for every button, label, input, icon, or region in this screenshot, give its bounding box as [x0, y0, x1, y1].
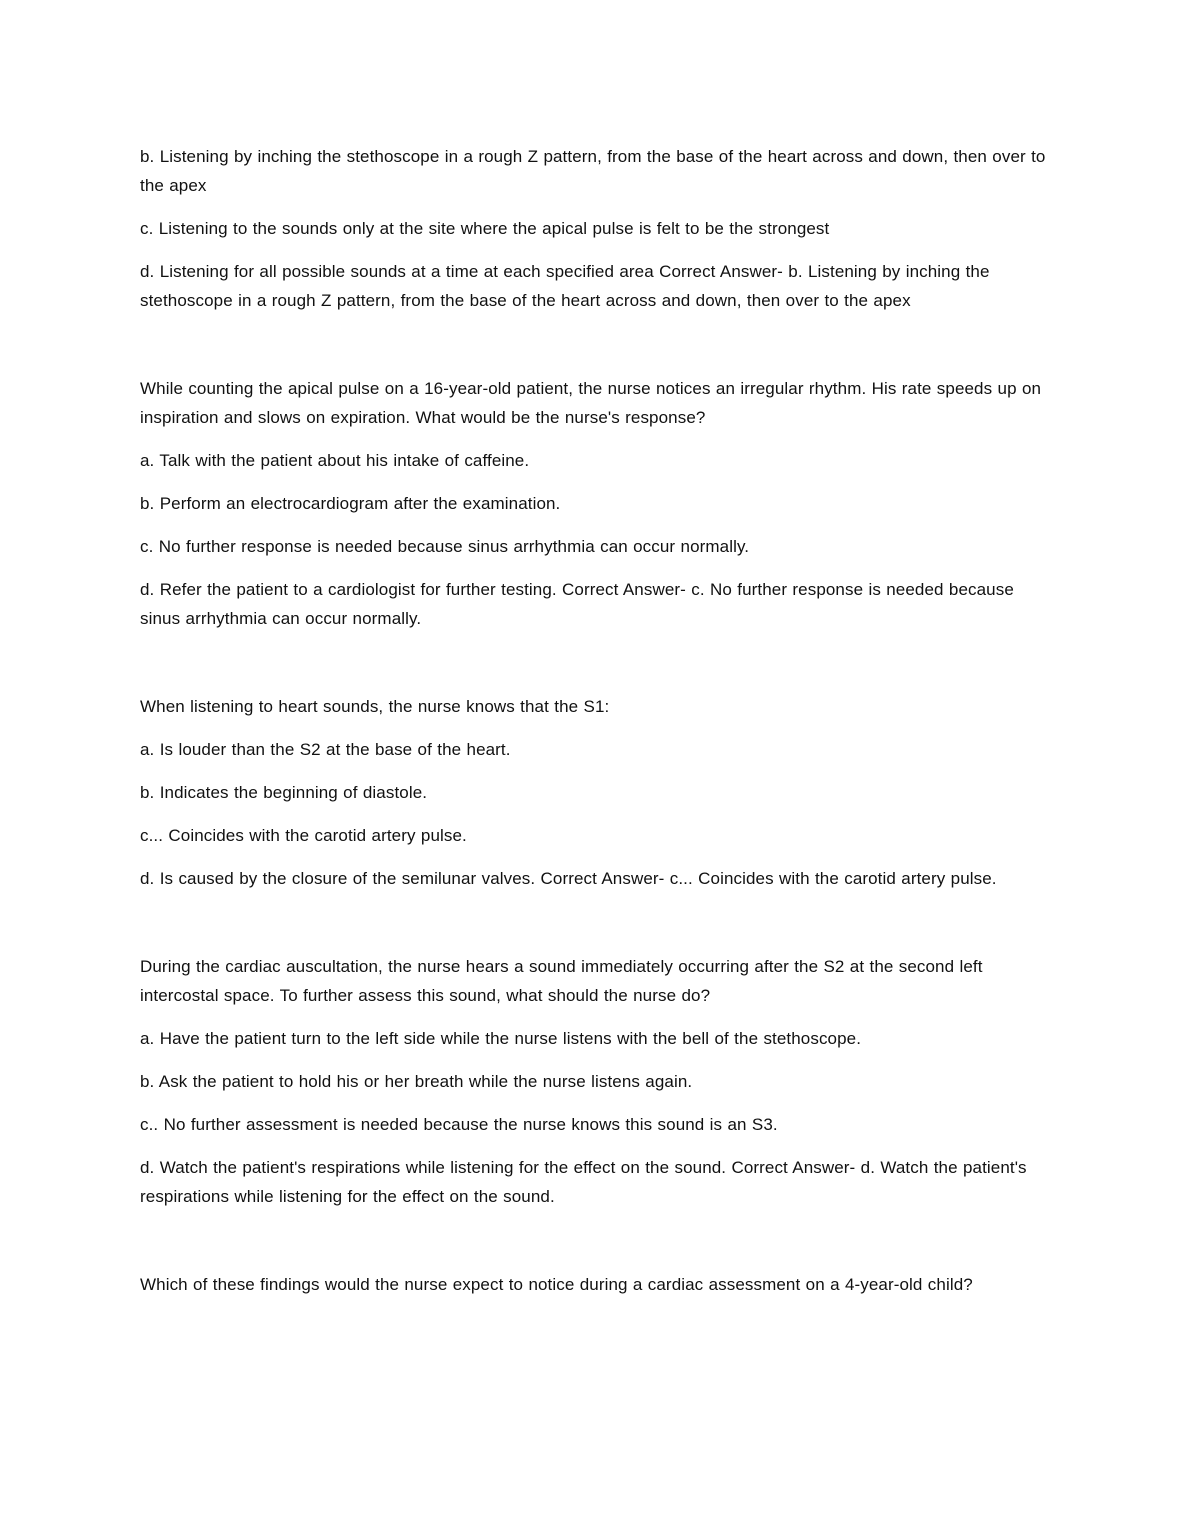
- question-heart-sounds-s1: When listening to heart sounds, the nurse knows that the S1:: [140, 697, 610, 716]
- answer-option-d-correct-answer: d. Is caused by the closure of the semilunar valves. Correct Answer- c... Coincides with the carotid artery pulse.: [140, 869, 997, 888]
- answer-option-b: b. Listening by inching the stethoscope in a rough Z pattern, from the base of the heart across and down, then over to the apex: [140, 147, 1046, 195]
- answer-option-d-correct-answer: d. Refer the patient to a cardiologist for further testing. Correct Answer- c. No further response is needed because sinus arrhythmia can occur normally.: [140, 580, 1014, 628]
- question-cardiac-auscultation: During the cardiac auscultation, the nurse hears a sound immediately occurring after the S2 at the second left intercostal space. To further assess this sound, what should the nurse do?: [140, 957, 983, 1005]
- answer-option-a: a. Talk with the patient about his intake of caffeine.: [140, 451, 530, 470]
- answer-option-c: c... Coincides with the carotid artery pulse.: [140, 826, 467, 845]
- answer-option-c: c.. No further assessment is needed because the nurse knows this sound is an S3.: [140, 1115, 778, 1134]
- answer-option-d-correct-answer: d. Watch the patient's respirations while listening for the effect on the sound. Correct Answer- d. Watch the patient's respirations while listening for the effect on the sound.: [140, 1158, 1027, 1206]
- document-body: [140, 142, 1048, 1299]
- answer-option-a: a. Have the patient turn to the left side while the nurse listens with the bell of the stethoscope.: [140, 1029, 862, 1048]
- answer-option-c: c. Listening to the sounds only at the site where the apical pulse is felt to be the strongest: [140, 219, 830, 238]
- answer-option-d-correct-answer: d. Listening for all possible sounds at a time at each specified area Correct Answer- b. Listening by inching the stethoscope in a rough Z pattern, from the base of the heart across and down, then over to the apex: [140, 262, 990, 310]
- answer-option-b: b. Ask the patient to hold his or her breath while the nurse listens again.: [140, 1072, 693, 1091]
- question-cardiac-assessment-child: Which of these findings would the nurse expect to notice during a cardiac assessment on a 4-year-old child?: [140, 1275, 973, 1294]
- answer-option-b: b. Perform an electrocardiogram after the examination.: [140, 494, 561, 513]
- question-apical-pulse: While counting the apical pulse on a 16-year-old patient, the nurse notices an irregular rhythm. His rate speeds up on inspiration and slows on expiration. What would be the nurse's response?: [140, 379, 1042, 427]
- answer-option-a: a. Is louder than the S2 at the base of the heart.: [140, 740, 511, 759]
- answer-option-c: c. No further response is needed because sinus arrhythmia can occur normally.: [140, 537, 750, 556]
- answer-option-b: b. Indicates the beginning of diastole.: [140, 783, 428, 802]
